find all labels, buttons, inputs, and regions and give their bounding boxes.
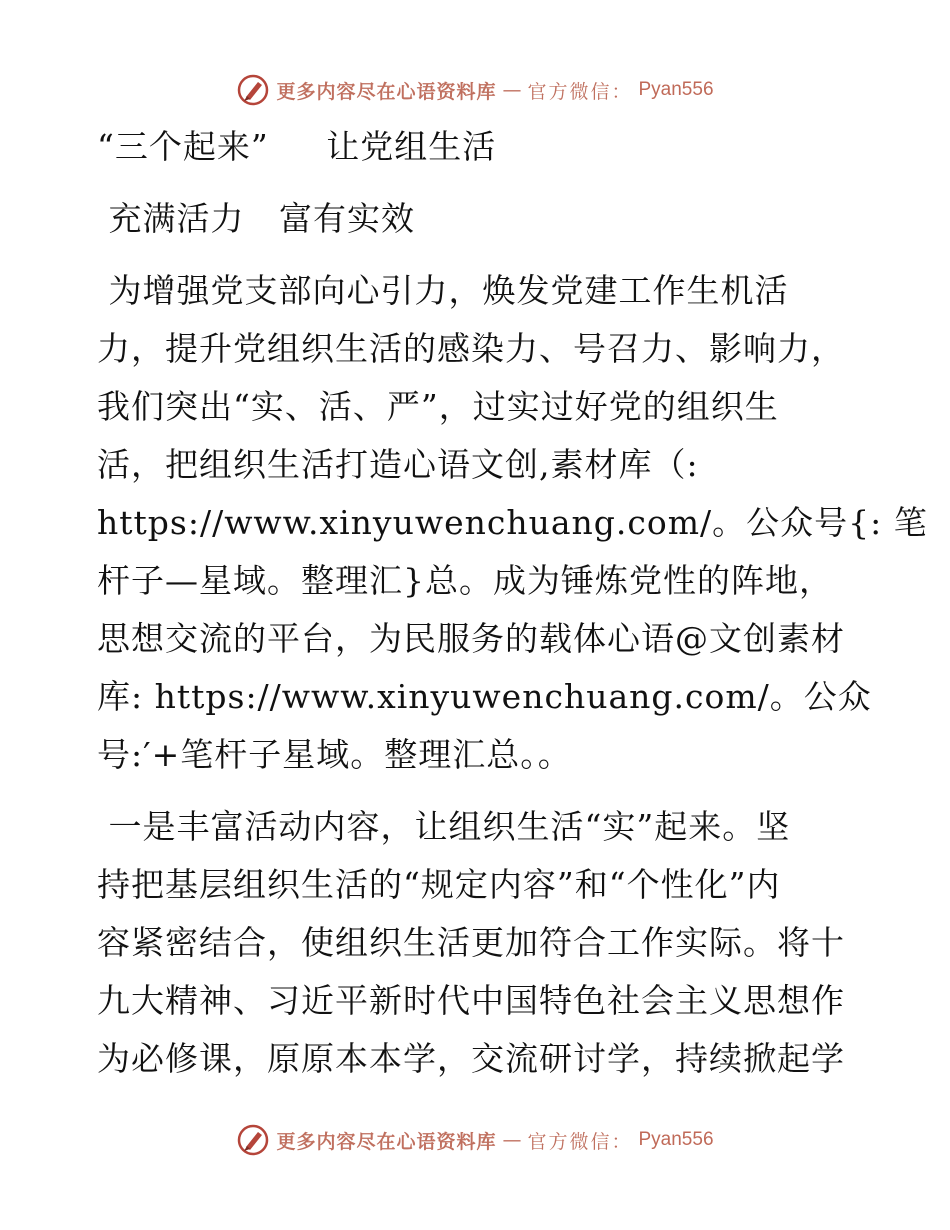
- paragraph-line: 力，提升党组织生活的感染力、号召力、影响力，: [97, 329, 845, 368]
- banner-separator: —: [502, 1129, 522, 1151]
- title-line: “三个起来” 让党组生活: [97, 127, 497, 166]
- paragraph-point-one: [97, 798, 857, 1088]
- banner-official-label: 官方微信：: [527, 80, 633, 103]
- banner-wechat-handle: Pyan556: [638, 79, 714, 100]
- paragraph-line: 我们突出“实、活、严”，过实过好党的组织生: [97, 387, 779, 426]
- document-title: [97, 118, 857, 248]
- paragraph-line: 一是丰富活动内容，让组织生活“实”起来。坚: [97, 807, 791, 846]
- banner-wechat-handle: Pyan556: [638, 1129, 714, 1150]
- banner-official-label: 官方微信：: [527, 1130, 633, 1153]
- paragraph-line: 思想交流的平台，为民服务的载体心语@文创素材: [97, 619, 845, 658]
- title-line: 充满活力 富有实效: [97, 199, 415, 238]
- paragraph-line: 为增强党支部向心引力，焕发党建工作生机活: [97, 271, 789, 310]
- document-body: [97, 118, 928, 1088]
- watermark-banner-top: [0, 70, 950, 110]
- watermark-banner-bottom: [0, 1120, 950, 1160]
- pen-logo-icon: [236, 73, 270, 107]
- paragraph-line: 库: https://www.xinyuwenchuang.com/。公众: [97, 677, 872, 716]
- paragraph-line: 容紧密结合，使组织生活更加符合工作实际。将十: [97, 923, 845, 962]
- paragraph-line: 九大精神、习近平新时代中国特色社会主义思想作: [97, 981, 845, 1020]
- banner-brand-text: 更多内容尽在心语资料库: [276, 80, 497, 103]
- pen-logo-icon: [236, 1123, 270, 1157]
- paragraph-line: 杆子—星域。整理汇}总。成为锤炼党性的阵地，: [97, 561, 833, 600]
- paragraph-line: 活，把组织生活打造心语文创,素材库（:: [97, 445, 699, 484]
- paragraph-intro: [97, 262, 928, 784]
- paragraph-line: 持把基层组织生活的“规定内容”和“个性化”内: [97, 865, 781, 904]
- paragraph-line: 为必修课，原原本本学，交流研讨学，持续掀起学: [97, 1039, 845, 1078]
- paragraph-line: 号:′+笔杆子星域。整理汇总。。: [97, 735, 572, 774]
- banner-separator: —: [502, 79, 522, 101]
- banner-brand-text: 更多内容尽在心语资料库: [276, 1130, 497, 1153]
- paragraph-line: https://www.xinyuwenchuang.com/。公众号{: 笔: [97, 503, 928, 542]
